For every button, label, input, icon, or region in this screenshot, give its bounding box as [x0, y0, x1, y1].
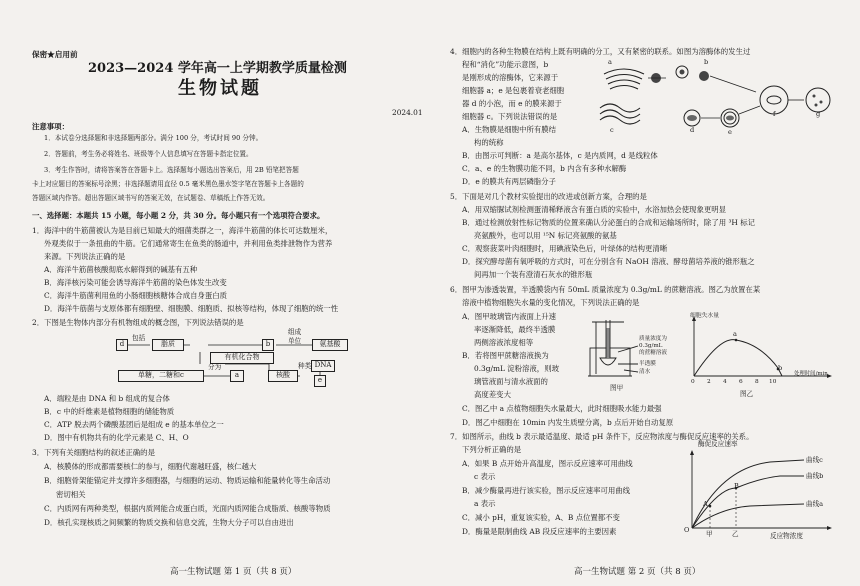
q6-option: B．若将图甲蔗糖溶液换为 — [462, 351, 549, 360]
node-dna: DNA — [311, 360, 335, 372]
q5-option: C．观察菠菜叶肉细胞时，用碘液染色后，叶绿体的结构更清晰 — [462, 244, 668, 253]
secret-label: 保密★启用前 — [32, 50, 78, 59]
q7-stem: 下列分析正确的是 — [462, 445, 522, 454]
page-2 — [448, 0, 850, 586]
page-footer: 高一生物试题 第 2 页（共 8 页） — [574, 567, 701, 577]
notes-heading: 注意事项： — [32, 122, 69, 131]
label-c: c — [610, 126, 614, 134]
chart-tick: 2 — [707, 379, 711, 385]
q4-option: C．a、e 的生物膜功能不同，b 内含有多种水解酶 — [462, 164, 627, 173]
q1-line: 来源。下列说法正确的是 — [44, 252, 126, 261]
q7-option: B．减少酶量再进行该实验，图示反应速率可用曲线 — [462, 486, 631, 495]
chart-tick: 8 — [755, 379, 759, 385]
edge-label: 种类 — [298, 362, 312, 370]
q1-option: B．海洋核污染可能会诱导海洋牛筋菌的染色体发生改变 — [44, 278, 227, 287]
q4-option: 构的统称 — [474, 138, 504, 147]
node-d: d — [116, 339, 128, 351]
note-line: 2．答题前，考生务必将姓名、班级等个人信息填写在答题卡指定位置。 — [44, 150, 253, 158]
q7-option: A．如果 B 点开始升高温度，图示反应速率可用曲线 — [462, 459, 633, 468]
q3-option: D．核孔实现核质之间频繁的物质交换和信息交流，生物大分子可以自由进出 — [44, 518, 294, 527]
q5-option: A．用双缩脲试剂检测蛋清稀释液含有蛋白质的实验中，水浴加热会使现象更明显 — [462, 205, 727, 214]
curve-b-label: 曲线b — [806, 472, 824, 480]
q3-option: A．核膜体的形成都需要核仁的参与，细胞代谢越旺盛，核仁越大 — [44, 462, 257, 471]
q6-stem: 溶液中植物细胞失水量的变化情况，下列说法正确的是 — [462, 298, 640, 307]
chart-point-a: a — [733, 330, 737, 338]
chart-point-b: b — [778, 364, 783, 372]
q4-line: 是刚形成的溶酶体，它来源于 — [462, 73, 559, 82]
label-a: a — [608, 58, 612, 66]
q6-option: 璃管液面与清水液面的 — [474, 377, 548, 386]
figure-caption: 图甲 — [610, 384, 624, 392]
osmosis-label: 清水 — [639, 369, 651, 375]
q4-option: A．生物膜是细胞中所有膜结 — [462, 125, 557, 134]
q7-option: a 表示 — [474, 499, 496, 508]
q6-option: C．图乙中 a 点植物细胞失水量最大，此时细胞吸水能力最强 — [462, 404, 662, 413]
q6-option: A．图甲玻璃管内液面上升速 — [462, 312, 557, 321]
node-organic-compound: 有机化合物 — [210, 352, 274, 364]
note-line: 卡上对应题目的答案标号涂黑；非选择题请用直径 0.5 毫米黑色墨水签字笔在答题卡上各题的 — [32, 180, 304, 188]
q3-option: C．内质网有两种类型，根据内质网能合成蛋白质，光面内质网能合成脂质、核酸等物质 — [44, 504, 331, 513]
q4-line: 细胞器 a；e 是包裹着衰老细胞 — [462, 86, 565, 95]
x-tick-label: 乙 — [732, 530, 739, 538]
osmosis-label: 半透膜 — [639, 361, 656, 367]
point-a-label: A — [703, 500, 708, 508]
chart-tick: 6 — [739, 379, 743, 385]
osmosis-label: 的蔗糖溶液 — [639, 350, 667, 356]
page-1 — [30, 0, 430, 586]
note-line: 1．本试卷分选择题和非选择题两部分。满分 100 分，考试时间 90 分钟。 — [44, 134, 263, 142]
q7-stem: 7．如图所示，曲线 b 表示最适温度、最适 pH 条件下，反应物浓度与酶促反应速率的关系。 — [450, 432, 754, 441]
node-amino-acid: 氨基酸 — [312, 339, 348, 351]
node-nucleic-acid: 核酸 — [268, 370, 298, 382]
x-tick-label: 甲 — [706, 530, 713, 538]
enzyme-ylabel: 酶促反应速率 — [698, 440, 738, 448]
q4-option: B．由图示可判断：a 是高尔基体，c 是内质网，d 是线粒体 — [462, 151, 658, 160]
enzyme-xlabel: 反应物浓度 — [770, 532, 803, 540]
q2-option: A．端粒是由 DNA 和 b 组成的复合体 — [44, 394, 170, 403]
osmosis-label: 质量浓度为 — [639, 336, 667, 342]
origin-label: O — [684, 526, 690, 534]
q6-option: 率逐渐降低，最终半透膜 — [474, 325, 556, 334]
curve-a-label: 曲线a — [806, 500, 824, 508]
osmosis-label: 0.3g/mL — [639, 343, 663, 349]
node-b: b — [262, 339, 274, 351]
q1-line: 1．海洋中的牛筋菌被认为是目前已知最大的细菌类群之一，海洋牛筋菌的体长可达数厘米， — [32, 226, 333, 235]
chart-ylabel: 细胞失水量 — [690, 313, 719, 319]
q4-line: 细胞器 c。下列说法错误的是 — [462, 112, 558, 121]
q7-option: c 表示 — [474, 472, 496, 481]
note-line: 答题区域内作答。超出答题区域书写的答案无效，在试题卷、草稿纸上作答无效。 — [32, 194, 270, 202]
edge-label: 分为 — [208, 363, 222, 371]
q2-option: C．ATP 脱去两个磷酸基团后是组成 e 的基本单位之一 — [44, 420, 224, 429]
q1-option: C．海洋牛筋菌利用鱼的小肠细胞核糖体合成自身蛋白质 — [44, 291, 228, 300]
lysosome-figure — [596, 62, 846, 138]
node-lipid: 脂质 — [152, 339, 184, 351]
q5-option: D．探究酵母菌有氧呼吸的方式时，可在分别含有 NaOH 溶液、酵母菌培养液的锥形瓶之 — [462, 257, 755, 266]
q6-stem: 6．图甲为渗透装置，半透膜袋内有 50mL 质量浓度为 0.3g/mL 的蔗糖溶液。图乙为放置在某 — [450, 285, 761, 294]
exam-date: 2024.01 — [392, 108, 423, 117]
label-g: g — [816, 110, 821, 118]
q2-stem: 2．下图是生物体内部分有机物组成的概念图，下列说法错误的是 — [32, 318, 244, 327]
q1-option: A．海洋牛筋菌核酸彻底水解得到的碱基有五种 — [44, 265, 198, 274]
q6-option: D．图乙中细胞在 10min 内发生质壁分离，b 点后开始自动复原 — [462, 418, 674, 427]
chart-xlabel: 处理时间/min — [794, 371, 828, 377]
q5-option: 亮氨酸外，也可以用 ¹⁵N 标记亮氨酸的氨基 — [474, 231, 617, 240]
section-heading: 一、选择题：本题共 15 小题，每小题 2 分，共 30 分。每小题只有一个选项符合要求。 — [32, 211, 325, 220]
q5-option: B．通过检测放射性标记物质的位置来确认分泌蛋白的合成和运输场所时，除了用 ³H 标记 — [462, 218, 755, 227]
node-a: a — [230, 370, 244, 382]
point-b-label: B — [734, 482, 739, 490]
label-f: f — [773, 110, 776, 118]
edge-label: 包括 — [132, 334, 146, 342]
subject-title: 生物试题 — [178, 78, 262, 99]
q3-stem: 3．下列有关细胞结构的叙述正确的是 — [32, 448, 155, 457]
chart-tick: 0 — [691, 379, 695, 385]
page-footer: 高一生物试题 第 1 页（共 8 页） — [170, 567, 297, 577]
label-e: e — [728, 128, 732, 136]
q4-option: D．e 的膜共有两层磷脂分子 — [462, 177, 556, 186]
q6-option: 高度差变大 — [474, 390, 511, 399]
q1-line: 外观类似于一条扭曲的牛筋。它们通常寄生在鱼类的肠道中，并利用鱼类排泄物作为营养 — [44, 239, 333, 248]
q4-line: 器 d 的小泡，而 e 的膜来源于 — [462, 99, 562, 108]
q2-option: B．c 中的纤维素是植物细胞的储能物质 — [44, 407, 175, 416]
q4-line: 4．细胞内的各种生物膜在结构上既有明确的分工，又有紧密的联系。如图为溶酶体的发生过 — [450, 47, 751, 56]
curve-c-label: 曲线c — [806, 456, 823, 464]
chart-tick: 10 — [769, 379, 777, 385]
note-line: 3．考生作答时，请将答案答在答题卡上。选择题每小题选出答案后，用 2B 铅笔把答题 — [44, 166, 299, 174]
edge-label: 单位 — [288, 337, 302, 345]
q4-line: 程和“消化”功能示意图，b — [462, 60, 549, 69]
label-d: d — [690, 126, 695, 134]
node-e: e — [314, 375, 326, 387]
q6-option: 0.3g/mL 淀粉溶液，则玻 — [474, 364, 559, 373]
q3-option: 密切相关 — [56, 490, 86, 499]
chart-tick: 4 — [723, 379, 727, 385]
q3-option: B．细胞骨架能锚定并支撑许多细胞器，与细胞的运动、物质运输和能量转化等生命活动 — [44, 476, 331, 485]
q7-option: C．减小 pH，重复该实验，A、B 点位置都不变 — [462, 513, 620, 522]
q1-option: D．海洋牛筋菌与支原体都有细胞壁、细胞膜、细胞质、拟核等结构，体现了细胞的统一性 — [44, 304, 339, 313]
label-b: b — [704, 58, 709, 66]
exam-title: 2023—2024 学年高一上学期教学质量检测 — [88, 61, 347, 76]
q6-option: 两侧溶液浓度相等 — [474, 338, 534, 347]
node-sugars: 单糖，二糖和c — [118, 370, 204, 382]
q5-stem: 5．下面是对几个教材实验提出的改进或创新方案，合理的是 — [450, 192, 647, 201]
q7-option: D．酶量是限制曲线 AB 段反应速率的主要因素 — [462, 527, 617, 536]
edge-label: 组成 — [288, 328, 302, 336]
q2-option: D．图中有机物共有的化学元素是 C、H、O — [44, 433, 189, 442]
q5-option: 间再加一个装有澄清石灰水的锥形瓶 — [474, 270, 593, 279]
figure-caption: 图乙 — [740, 390, 754, 398]
